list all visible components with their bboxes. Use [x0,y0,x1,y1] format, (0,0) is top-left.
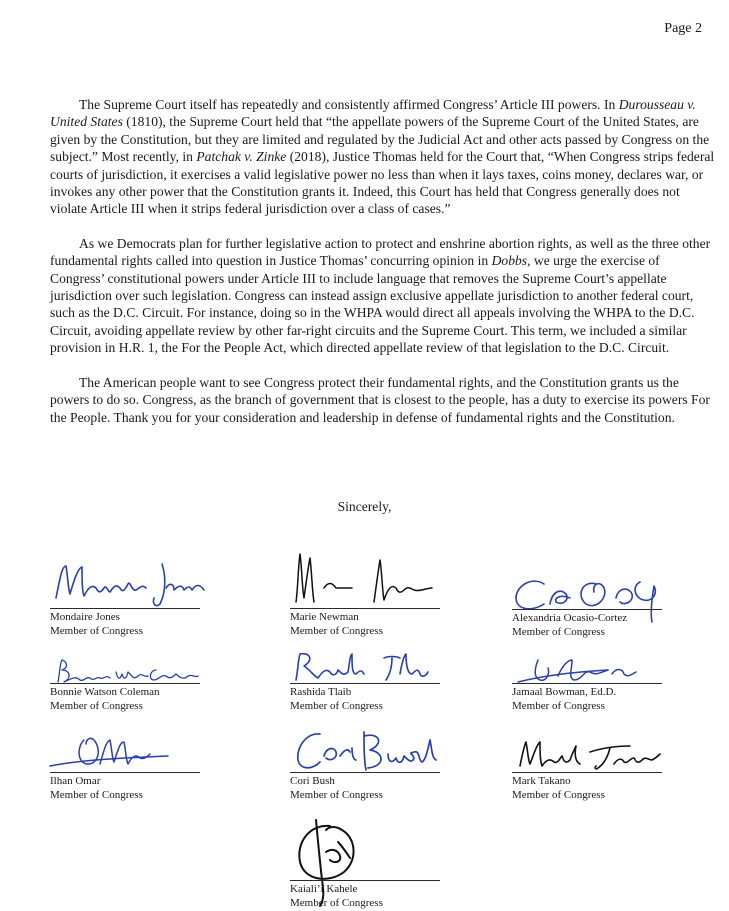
signature-line [512,683,662,684]
signature-marie-newman [290,548,440,608]
signatory-kaialii-kahele [290,880,440,910]
signatory-title: Member of Congress [512,626,605,638]
signature-line [290,880,440,881]
signatory-mark-takano [512,772,662,802]
signatory-name: Marie Newman [290,611,359,623]
signatory-title: Member of Congress [50,625,143,637]
signature-mark-takano [512,732,662,776]
text-run: (2018), Justice Thomas held for the Court that, “When Congress strips federal courts of jurisdiction, it exercises a valid legislative power no less than when it lays taxes, coins money, declares war, or invokes any other power that the Constitution grants it. Indeed, this Court has held that Congress generally does not violate Article III when it strips federal jurisdiction over a class of cases.” [50,149,715,217]
signatory-marie-newman [290,608,440,638]
signatory-mondaire-jones [50,608,200,638]
signature-line [50,772,200,773]
signature-cori-bush [290,726,440,776]
signatory-bonnie-watson-coleman [50,683,200,713]
signatory-name: Kaiali’i Kahele [290,883,358,895]
signatory-name: Rashida Tlaib [290,686,352,698]
page-number: Page 2 [664,21,702,36]
case-name: Dobbs [491,253,528,269]
text-run: (1810), the Supreme Court held that “the appellate powers of the Supreme Court of the United States, are given by the Constitution, but they are limited and regulated by the Judicial Act and other acts passed by Congress on the subject.” Most recently, in [50,114,710,165]
signature-rashida-tlaib [288,648,438,688]
signatory-title: Member of Congress [50,789,143,801]
letter-body [50,96,716,443]
signatory-cori-bush [290,772,440,802]
signatory-title: Member of Congress [512,700,605,712]
closing-salutation: Sincerely, [337,499,392,514]
text-run: , we urge the exercise of Congress’ constitutional powers under Article III to include language that removes the Supreme Court’s appellate jurisdiction over such legislation. Congress can instead assign exclusive appellate jurisdiction to another federal court, such as the D.C. Circuit. For instance, doing so in the WHPA would direct all appeals involving the WHPA to the D.C. Circuit, avoiding appellate review by other far-right circuits and the Supreme Court. This term, we included a similar provision in H.R. 1, the For the People Act, which directed appellate review of that legislation to the D.C. Circuit. [50,253,695,356]
signatory-name: Ilhan Omar [50,775,101,787]
signatory-name: Cori Bush [290,775,335,787]
signature-line [290,683,440,684]
signatory-title: Member of Congress [290,789,383,801]
signatory-name: Mondaire Jones [50,611,120,623]
signatory-jamaal-bowman [512,683,662,713]
signatory-name: Alexandria Ocasio-Cortez [512,612,628,624]
signature-line [290,772,440,773]
signatory-name: Bonnie Watson Coleman [50,686,160,698]
signature-line [290,608,440,609]
signatory-title: Member of Congress [290,897,383,909]
signatory-name: Jamaal Bowman, Ed.D. [512,686,617,698]
signatory-name: Mark Takano [512,775,571,787]
signatory-title: Member of Congress [50,700,143,712]
signature-line [512,772,662,773]
signatory-ilhan-omar [50,772,200,802]
paragraph-3 [50,374,716,426]
signature-line [50,683,200,684]
signatory-alexandria-ocasio-cortez [512,609,662,639]
signature-ilhan-omar [40,730,190,778]
case-name: Durousseau v. United States [50,97,696,130]
signature-line [512,609,662,610]
signature-line [50,608,200,609]
signatory-rashida-tlaib [290,683,440,713]
text-run: The American people want to see Congress protect their fundamental rights, and the Constitution grants us the powers to do so. Congress, as the branch of government that is closest to the people, has a duty to exercise its powers For the People. Thank you for your consideration and leadership in defense of fundamental rights and the Constitution. [50,374,710,425]
signature-mondaire-jones [50,558,210,610]
paragraph-2 [50,235,716,357]
text-run: The Supreme Court itself has repeatedly and consistently affirmed Congress’ Article III powers. In [79,97,619,112]
paragraph-1 [50,96,716,218]
case-name: Patchak v. Zinke [196,149,287,165]
signatory-title: Member of Congress [290,700,383,712]
signatory-title: Member of Congress [290,625,383,637]
signatory-title: Member of Congress [512,789,605,801]
text-run: As we Democrats plan for further legislative action to protect and enshrine abortion rights, as well as the three other fundamental rights called into question in Justice Thomas’ concurring opinion in [50,235,711,269]
